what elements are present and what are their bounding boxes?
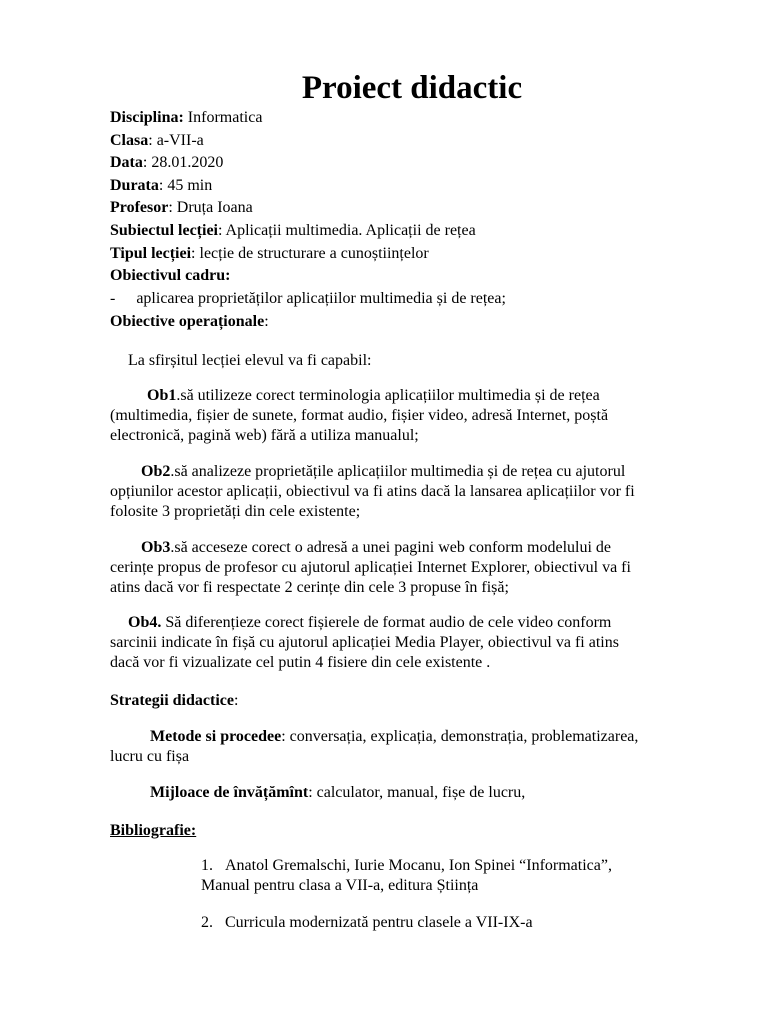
mijloace-label: Mijloace de învățămînt (150, 784, 309, 801)
field-label: Data (110, 154, 143, 171)
field-sep: : (158, 177, 164, 194)
field-label: Durata (110, 177, 159, 194)
objective-line: opțiunilor acestor aplicații, obiectivul va fi atins dacă la lansarea aplicațiilor vor fi (110, 483, 635, 500)
bibliografie-text: Manual pentru clasa a VII-a, editura Știința (201, 877, 479, 894)
bibliografie-item-2 (201, 913, 533, 933)
objective-ob4 (110, 613, 619, 673)
objective-ob2 (110, 462, 635, 522)
field-value: Druța Ioana (172, 199, 253, 216)
strategii-heading (110, 690, 238, 712)
obiectiv-cadru-label: Obiectivul cadru: (110, 267, 231, 284)
bullet-dash: - (110, 290, 116, 307)
field-sep: : (217, 222, 223, 239)
objective-line: electronică, pagină web) fără a utiliza manualul; (110, 427, 419, 444)
obiectiv-cadru-item (110, 288, 506, 310)
field-clasa (110, 130, 204, 152)
field-value: a-VII-a (152, 132, 204, 149)
objective-line: (multimedia, fișier de sunete, format audio, fișier video, adresă Internet, poștă (110, 407, 609, 424)
mijloace-text: : calculator, manual, fișe de lucru, (308, 784, 526, 801)
field-durata (110, 175, 212, 197)
field-profesor (110, 197, 253, 219)
objective-code: Ob4. (128, 614, 162, 631)
field-data (110, 152, 223, 174)
obiective-intro: La sfirșitul lecției elevul va fi capabil: (128, 352, 372, 369)
objective-line: dacă vor fi vizualizate cel putin 4 fisiere din cele existente . (110, 654, 491, 671)
page-title: Proiect didactic (301, 70, 523, 106)
field-tipul (110, 243, 429, 265)
bibliografie-heading: Bibliografie: (110, 822, 197, 839)
field-value: lecție de structurare a cunoștiințelor (195, 245, 429, 262)
objective-line: .să utilizeze corect terminologia aplicațiilor multimedia și de rețea (176, 387, 600, 404)
field-label: Clasa (110, 132, 149, 149)
field-sep: : (148, 132, 153, 149)
obiective-operationale-heading (110, 311, 269, 333)
objective-line: atins dacă vor fi respectate 2 cerințe din cele 3 propuse în fișă; (110, 579, 509, 596)
mijloace-line (150, 782, 525, 804)
bibliografie-text: Curricula modernizată pentru clasele a VII-IX-a (225, 914, 533, 931)
objective-line: .să analizeze proprietățile aplicațiilor multimedia și de rețea cu ajutorul (170, 463, 626, 480)
list-number: 2. (201, 914, 213, 931)
field-value: 45 min (163, 177, 213, 194)
field-subiect (110, 220, 476, 242)
field-label: Profesor (110, 199, 169, 216)
objective-line: Să diferențieze corect fișierele de format audio de cele video conform (161, 614, 612, 631)
objective-ob3 (110, 538, 631, 598)
metode-text: : conversația, explicația, demonstrația, problematizarea, (281, 728, 639, 745)
field-label: Disciplina: (110, 109, 184, 126)
objective-code: Ob3 (141, 539, 171, 556)
objective-code: Ob1 (147, 387, 177, 404)
field-disciplina (110, 107, 262, 129)
bibliografie-item-1 (201, 856, 612, 896)
metode-label: Metode si procedee (150, 728, 282, 745)
metode-text: lucru cu fișa (110, 748, 190, 765)
bibliografie-text: Anatol Gremalschi, Iurie Mocanu, Ion Spinei “Informatica”, (225, 857, 612, 874)
obiectiv-cadru-text: aplicarea proprietăților aplicațiilor multimedia și de rețea; (136, 290, 506, 307)
objective-line: sarcinii indicate în fișă cu ajutorul aplicației Media Player, obiectivul va fi atins (110, 634, 619, 651)
strategii-label: Strategii didactice (110, 692, 234, 709)
field-label: Tipul lecției (110, 245, 192, 262)
heading-sep: : (264, 313, 269, 330)
obiective-operationale-label: Obiective operaționale (110, 313, 265, 330)
objective-code: Ob2 (141, 463, 171, 480)
field-sep: : (191, 245, 196, 262)
heading-sep: : (233, 692, 239, 709)
objective-ob1 (110, 386, 608, 446)
list-number: 1. (201, 857, 213, 874)
objective-line: folosite 3 proprietăți din cele existente; (110, 503, 361, 520)
field-value: Aplicații multimedia. Aplicații de rețea (222, 222, 476, 239)
metode-block (110, 727, 638, 767)
objective-line: .să acceseze corect o adresă a unei pagini web conform modelului de (170, 539, 612, 556)
field-sep: : (142, 154, 148, 171)
field-value: Informatica (183, 109, 263, 126)
field-label: Subiectul lecției (110, 222, 218, 239)
field-value: 28.01.2020 (147, 154, 224, 171)
field-sep: : (168, 199, 173, 216)
objective-line: cerințe propus de profesor cu ajutorul aplicației Internet Explorer, obiectivul va fi (110, 559, 631, 576)
